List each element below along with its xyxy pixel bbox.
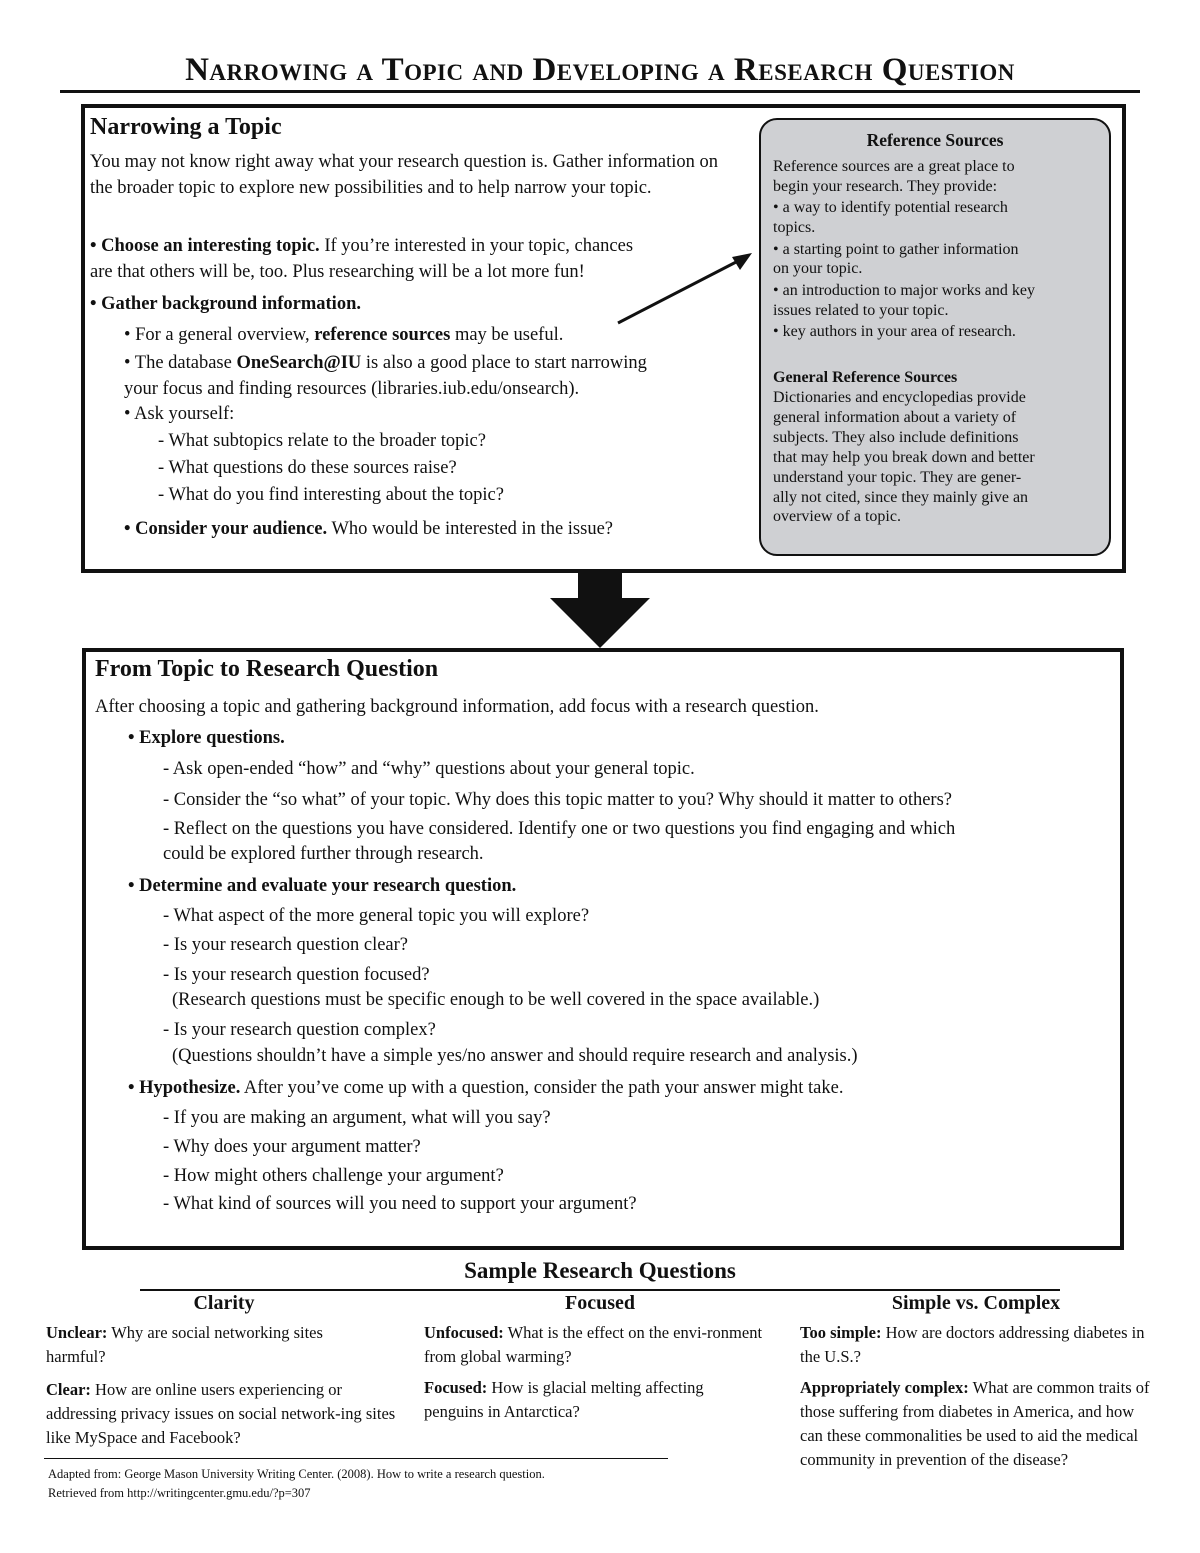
sub-bold: OneSearch@IU xyxy=(236,353,362,373)
section2-intro: After choosing a topic and gathering background information, add focus with a research question. xyxy=(95,697,819,717)
sample-label: Unfocused: xyxy=(424,1323,504,1342)
sample-text: How are online users experiencing or addressing privacy issues on social network-ing sites like MySpace and Facebook? xyxy=(46,1380,396,1447)
question-item: - What subtopics relate to the broader topic? xyxy=(158,431,486,451)
bullet-audience xyxy=(124,516,613,542)
section2-heading: From Topic to Research Question xyxy=(95,656,439,682)
reference-line: • a way to identify potential research xyxy=(773,199,1008,216)
explore-item: - Consider the “so what” of your topic. Why does this topic matter to you? Why should it matter to others? xyxy=(163,790,953,810)
page-title: Narrowing a Topic and Developing a Research Question xyxy=(185,52,1015,88)
sub-bold: reference sources xyxy=(314,325,451,345)
determine-item: - Is your research question clear? xyxy=(163,935,409,955)
section1-heading: Narrowing a Topic xyxy=(90,114,282,140)
sample-text: How are doctors addressing diabetes in the U.S.? xyxy=(800,1323,1145,1366)
complex-appropriate xyxy=(800,1376,1150,1472)
hypothesize-item: - Why does your argument matter? xyxy=(163,1137,421,1157)
focused-unfocused xyxy=(424,1321,764,1369)
bullet-explore: • Explore questions. xyxy=(128,728,285,748)
samples-title: Sample Research Questions xyxy=(464,1258,736,1283)
determine-item: - Is your research question focused? xyxy=(163,965,430,985)
title-rule xyxy=(60,90,1140,93)
clarity-unclear xyxy=(46,1321,386,1369)
general-reference-line: overview of a topic. xyxy=(773,508,901,525)
general-reference-line: general information about a variety of xyxy=(773,409,1017,426)
general-reference-line: that may help you break down and better xyxy=(773,449,1035,466)
reference-line: Reference sources are a great place to xyxy=(773,158,1015,175)
samples-rule xyxy=(140,1289,1060,1291)
clarity-clear xyxy=(46,1378,406,1450)
question-item: - What do you find interesting about the topic? xyxy=(158,485,504,505)
determine-item-note: (Research questions must be specific enough to be well covered in the space available.) xyxy=(172,990,820,1010)
sample-label: Appropriately complex: xyxy=(800,1378,969,1397)
sample-text: What is the effect on the envi-ronment from global warming? xyxy=(424,1323,763,1366)
explore-item: - Reflect on the questions you have considered. Identify one or two questions you find engaging and which xyxy=(163,819,956,839)
bullet-text: After you’ve come up with a question, consider the path your answer might take. xyxy=(240,1078,844,1098)
hypothesize-item: - How might others challenge your argument? xyxy=(163,1166,504,1186)
sample-label: Clear: xyxy=(46,1380,91,1399)
general-reference-line: ally not cited, since they mainly give an xyxy=(773,489,1029,506)
sub-onesearch xyxy=(124,350,647,376)
sample-text: How is glacial melting affecting penguins in Antarctica? xyxy=(424,1378,704,1421)
bullet-bold: • Choose an interesting topic. xyxy=(90,236,320,256)
bullet-bold: • Consider your audience. xyxy=(124,519,328,539)
arrow-to-reference-icon xyxy=(610,248,760,328)
bullet-interesting-topic-cont: are that others will be, too. Plus researching will be a lot more fun! xyxy=(90,262,585,282)
complex-heading: Simple vs. Complex xyxy=(891,1292,1061,1314)
reference-line: begin your research. They provide: xyxy=(773,178,998,195)
reference-line: • a starting point to gather information xyxy=(773,241,1019,258)
sub-reference-sources xyxy=(124,322,563,348)
focused-focused xyxy=(424,1376,764,1424)
reference-line: topics. xyxy=(773,219,816,236)
explore-item-cont: could be explored further through research. xyxy=(163,844,484,864)
bullet-interesting-topic xyxy=(90,233,633,259)
reference-line: • an introduction to major works and key xyxy=(773,282,1035,299)
complex-too-simple xyxy=(800,1321,1145,1369)
bullet-bold: • Hypothesize. xyxy=(128,1078,241,1098)
determine-item-note: (Questions shouldn’t have a simple yes/no answer and should require research and analysis.) xyxy=(172,1046,858,1066)
hypothesize-item: - If you are making an argument, what will you say? xyxy=(163,1108,551,1128)
footer-url: Retrieved from http://writingcenter.gmu.edu/?p=307 xyxy=(48,1486,311,1500)
sub-text: • The database xyxy=(124,353,237,373)
explore-item: - Ask open-ended “how” and “why” questions about your general topic. xyxy=(163,759,695,779)
sample-label: Focused: xyxy=(424,1378,488,1397)
sub-text: • For a general overview, xyxy=(124,325,315,345)
hypothesize-item: - What kind of sources will you need to support your argument? xyxy=(163,1194,637,1214)
sub-text: is also a good place to start narrowing xyxy=(361,353,647,373)
general-reference-heading: General Reference Sources xyxy=(773,369,958,386)
reference-line: issues related to your topic. xyxy=(773,302,949,319)
general-reference-line: Dictionaries and encyclopedias provide xyxy=(773,389,1026,406)
sample-text: Why are social networking sites harmful? xyxy=(46,1323,323,1366)
determine-item: - Is your research question complex? xyxy=(163,1020,436,1040)
section1-intro: You may not know right away what your research question is. Gather information on the broader topic to explore new possibilities and to help narrow your topic. xyxy=(90,152,719,198)
sample-text: What are common traits of those suffering from diabetes in America, and how can these commonalities be used to aid the medical community in prevention of the disease? xyxy=(800,1378,1150,1469)
question-item: - What questions do these sources raise? xyxy=(158,458,457,478)
sub-onesearch-cont: your focus and finding resources (libraries.iub.edu/onsearch). xyxy=(124,379,580,399)
focused-heading: Focused xyxy=(565,1292,635,1314)
reference-line: • key authors in your area of research. xyxy=(773,323,1016,340)
general-reference-line: subjects. They also include definitions xyxy=(773,429,1019,446)
reference-line: on your topic. xyxy=(773,260,863,277)
general-reference-line: understand your topic. They are gener- xyxy=(773,469,1022,486)
footer-citation: Adapted from: George Mason University Writing Center. (2008). How to write a research question. xyxy=(48,1467,545,1481)
bullet-text: If you’re interested in your topic, chances xyxy=(319,236,634,256)
footer-rule xyxy=(44,1458,668,1459)
sub-text: may be useful. xyxy=(450,325,564,345)
sub-ask-yourself: • Ask yourself: xyxy=(124,404,235,424)
determine-item: - What aspect of the more general topic you will explore? xyxy=(163,906,590,926)
bullet-background: • Gather background information. xyxy=(90,294,361,314)
reference-heading: Reference Sources xyxy=(866,130,1004,150)
sample-label: Unclear: xyxy=(46,1323,108,1342)
down-arrow-icon xyxy=(550,570,650,650)
bullet-determine: • Determine and evaluate your research question. xyxy=(128,876,517,896)
bullet-text: Who would be interested in the issue? xyxy=(327,519,613,539)
clarity-heading: Clarity xyxy=(193,1292,255,1314)
sample-label: Too simple: xyxy=(800,1323,882,1342)
bullet-hypothesize xyxy=(128,1075,843,1101)
